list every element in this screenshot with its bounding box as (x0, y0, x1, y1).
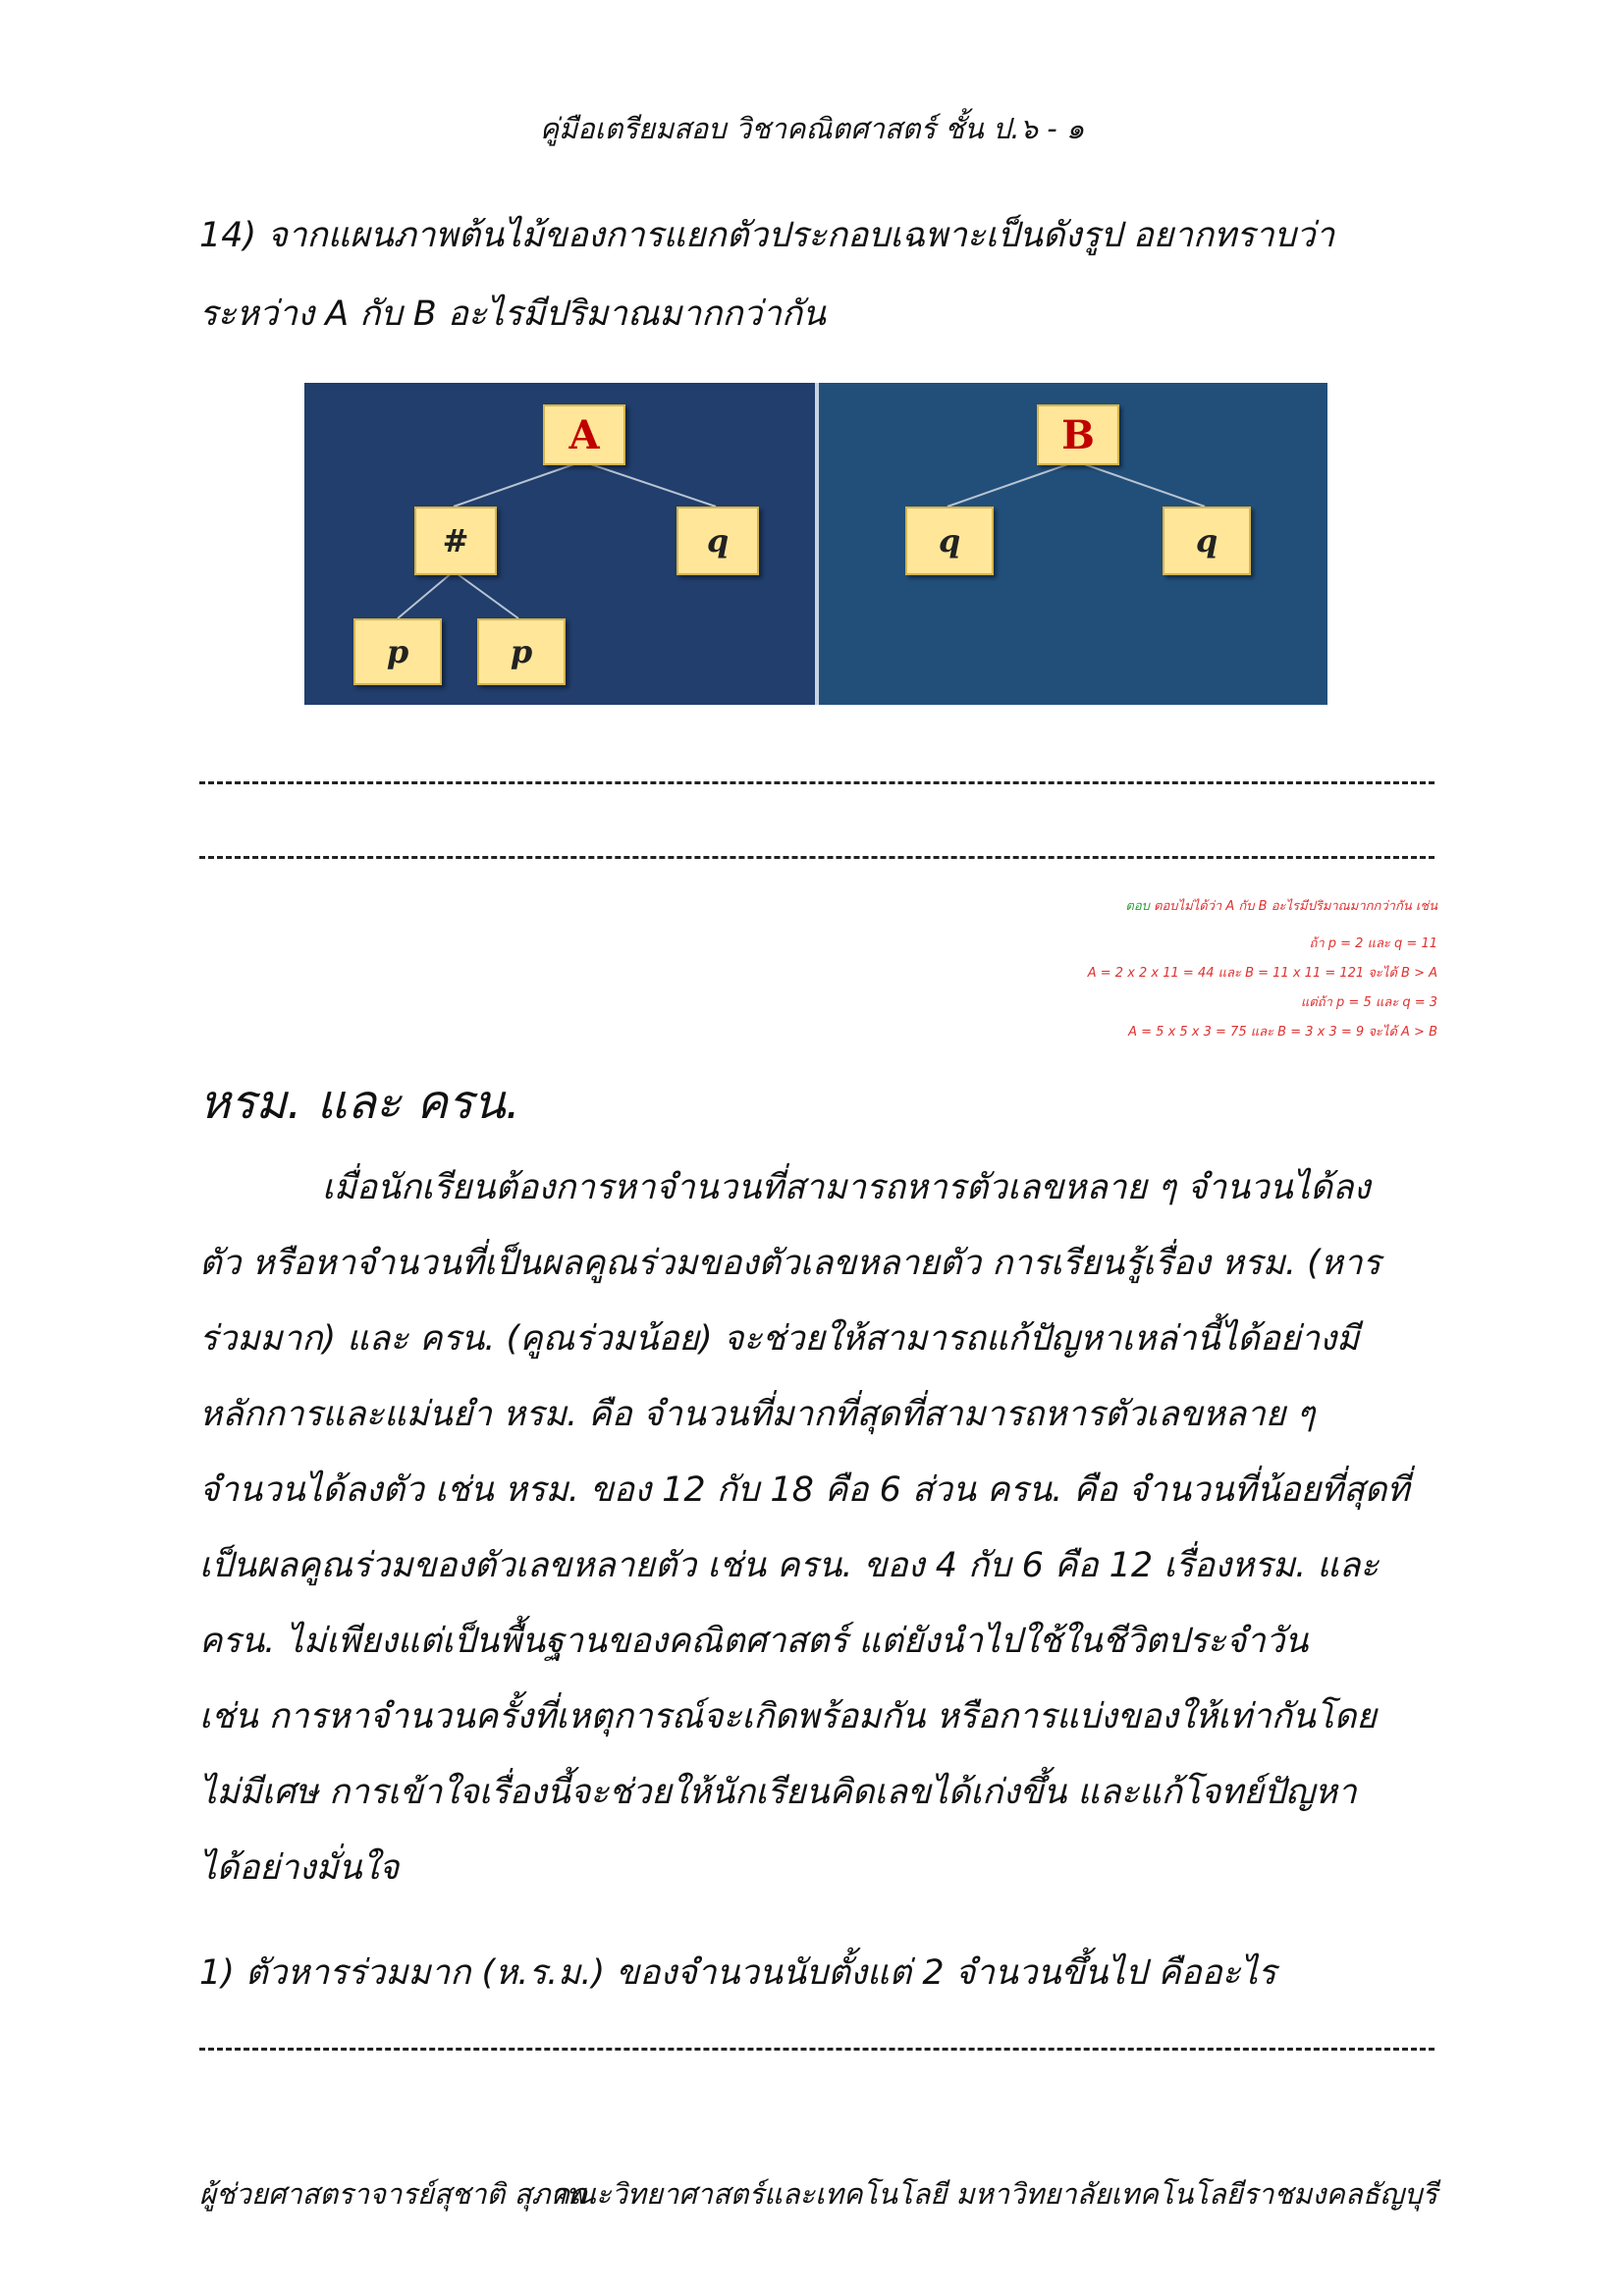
tree-a-root-node: A (543, 404, 625, 465)
answer-text-2: ถ้า p = 2 และ q = 11 (1309, 936, 1437, 951)
answer-line-a (1125, 895, 1437, 916)
section-paragraph (199, 1150, 1436, 1906)
edge-b-right (1076, 461, 1205, 507)
tree-a-leaf-1-node: p (353, 618, 442, 685)
tree-b-left-node: q (905, 507, 994, 575)
paragraph-line: ร่วมมาก) และ ครน. (คูณร่วมน้อย) จะช่วยให้สามารถแก้ปัญหาเหล่านี้ได้อย่างมี (199, 1319, 1360, 1359)
paragraph-line: เป็นผลคูณร่วมของตัวเลขหลายตัว เช่น ครน. ของ 4 กับ 6 คือ 12 เรื่องหรม. และ (199, 1546, 1380, 1585)
footer-institution: คณะวิทยาศาสตร์และเทคโนโลยี มหาวิทยาลัยเทคโนโลยีราชมงคลธัญบุรี (550, 2177, 1437, 2211)
answer-text-4: แต่ถ้า p = 5 และ q = 3 (1300, 995, 1437, 1010)
edge-mid-leaf1 (398, 571, 454, 618)
tree-b-root-node: B (1037, 404, 1119, 465)
section-title: หรม. และ ครน. (199, 1075, 520, 1130)
question-14-line-1: 14) จากแผนภาพต้นไม้ของการแยกตัวประกอบเฉพาะเป็นดังรูป อยากทราบว่า (199, 216, 1335, 255)
edge-b-left (947, 461, 1076, 507)
factor-tree-figure (304, 383, 1327, 705)
paragraph-line: จำนวนได้ลงตัว เช่น หรม. ของ 12 กับ 18 คือ 6 ส่วน ครน. คือ จำนวนที่น้อยที่สุดที่ (199, 1470, 1410, 1510)
answer-text-1: ตอบไม่ได้ว่า A กับ B อะไรมีปริมาณมากกว่ากัน เช่น (1154, 899, 1437, 914)
footer-author: ผู้ช่วยศาสตราจารย์สุชาติ สุภาพ (199, 2177, 585, 2211)
paragraph-line: ครน. ไม่เพียงแต่เป็นพื้นฐานของคณิตศาสตร์ แต่ยังนำไปใช้ในชีวิตประจำวัน (199, 1622, 1309, 1661)
answer-text-3: A = 2 x 2 x 11 = 44 และ B = 11 x 11 = 121 จะได้ B > A (1087, 966, 1437, 981)
answer-label: ตอบ (1125, 899, 1150, 914)
edge-a-mid (454, 461, 582, 507)
paragraph-line: ตัว หรือหาจำนวนที่เป็นผลคูณร่วมของตัวเลขหลายตัว การเรียนรู้เรื่อง หรม. (หาร (199, 1244, 1381, 1283)
paragraph-line: เมื่อนักเรียนต้องการหาจำนวนที่สามารถหารตัวเลขหลาย ๆ จำนวนได้ลง (322, 1168, 1371, 1207)
page-header: คู่มือเตรียมสอบ วิชาคณิตศาสตร์ ชั้น ป.๖ - ๑ (539, 112, 1085, 145)
question-1: 1) ตัวหารร่วมมาก (ห.ร.ม.) ของจำนวนนับตั้งแต่ 2 จำนวนขึ้นไป คืออะไร (199, 1953, 1276, 1993)
tree-a-right-node: q (677, 507, 759, 575)
edge-a-right (582, 461, 716, 507)
tree-a-mid-node: # (414, 507, 497, 575)
paragraph-line: หลักการและแม่นยำ หรม. คือ จำนวนที่มากที่สุดที่สามารถหารตัวเลขหลาย ๆ (199, 1395, 1316, 1434)
answer-line-2 (199, 856, 1435, 859)
tree-a-leaf-2-node: p (477, 618, 566, 685)
question-14-line-2: ระหว่าง A กับ B อะไรมีปริมาณมากกว่ากัน (199, 294, 826, 334)
edge-mid-leaf2 (454, 571, 518, 618)
paragraph-line: ไม่มีเศษ การเข้าใจเรื่องนี้จะช่วยให้นักเรียนคิดเลขได้เก่งขึ้น และแก้โจทย์ปัญหา (199, 1773, 1357, 1812)
answer-text-5: A = 5 x 5 x 3 = 75 และ B = 3 x 3 = 9 จะได้ A > B (1128, 1025, 1437, 1040)
answer-line-3 (199, 2048, 1435, 2051)
paragraph-line: เช่น การหาจำนวนครั้งที่เหตุการณ์จะเกิดพร้อมกัน หรือการแบ่งของให้เท่ากันโดย (199, 1697, 1377, 1736)
paragraph-line: ได้อย่างมั่นใจ (199, 1848, 400, 1888)
answer-line-1 (199, 781, 1435, 784)
tree-b-right-node: q (1163, 507, 1251, 575)
